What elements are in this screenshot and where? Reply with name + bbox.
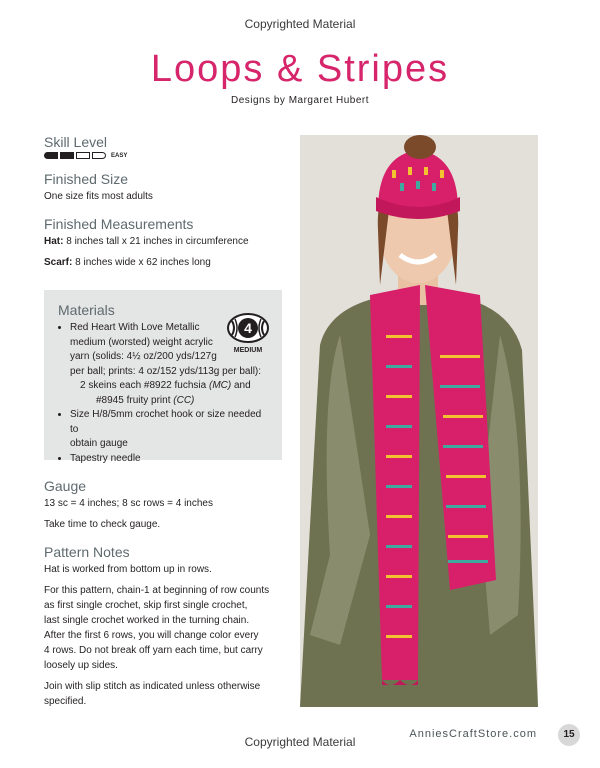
finished-measurements-heading: Finished Measurements [44,216,194,232]
note-line: last single crochet worked in the turning chain. [44,615,250,626]
color-abbreviation: (MC) [208,380,232,391]
finished-size-heading: Finished Size [44,171,129,187]
skill-segment [60,152,74,159]
pattern-note-paragraph [44,679,284,709]
model-wearing-hat-and-scarf-image [300,135,538,707]
materials-item-hook [70,408,270,452]
yarn-weight-number: 4 [244,320,252,336]
note-line: as first single crochet, skip first single crochet, [44,600,248,611]
scarf-measurement [44,255,284,270]
materials-text-line: Red Heart With Love Metallic [70,322,200,333]
materials-text: and [231,380,251,391]
copyright-watermark-bottom: Copyrighted Material [244,735,356,749]
note-line: After the first 6 rows, you will change color every [44,630,259,641]
skill-level-meter [44,152,284,159]
model-photo [300,135,538,707]
pattern-note-paragraph [44,583,284,673]
note-line: Join with slip stitch as indicated unless otherwise [44,681,261,692]
skill-segment [92,152,106,159]
materials-text-line: medium (worsted) weight acrylic [70,336,213,348]
page-number: 15 [558,724,580,746]
materials-text: #8945 fruity print [96,394,174,406]
note-line: loosely up sides. [44,660,118,671]
gauge-note: Take time to check gauge. [44,519,161,530]
pattern-notes-section [44,544,284,709]
scarf-measurement-text: 8 inches wide x 62 inches long [72,257,211,268]
left-column-bottom [44,478,284,721]
store-url: AnniesCraftStore.com [409,728,537,740]
materials-panel [44,290,282,464]
left-column-top [44,134,284,282]
designer-byline: Designs by Margaret Hubert [230,95,370,106]
finished-size-section [44,171,284,204]
materials-heading: Materials [58,302,115,318]
hat-measurement [44,234,284,249]
pattern-note-paragraph: Hat is worked from bottom up in rows. [44,564,212,575]
finished-size-text: One size fits most adults [44,191,153,202]
skill-level-label: EASY [111,152,128,159]
materials-text-line: Size H/8/5mm crochet hook or size needed to [70,409,262,435]
materials-sub-line [70,379,270,394]
note-line: 4 rows. Do not break off yarn each time, but carry [44,645,263,656]
skill-level-heading: Skill Level [44,134,108,150]
finished-measurements-section [44,216,284,270]
note-line: specified. [44,696,87,707]
materials-text-line: yarn (solids: 4½ oz/200 yds/127g [70,351,217,362]
color-abbreviation: (CC) [173,394,195,406]
skill-segment [44,152,58,159]
note-line: For this pattern, chain-1 at beginning of row counts [44,585,270,596]
scarf-label: Scarf: [44,257,73,268]
materials-item-needle: • Tapestry needle [70,452,270,467]
yarn-skein-icon [226,312,270,344]
yarn-weight-label: MEDIUM [233,347,263,354]
pattern-notes-heading: Pattern Notes [44,544,130,560]
materials-text-line: per ball; prints: 4 oz/152 yds/113g per ball): [70,365,262,377]
materials-text-line: obtain gauge [70,438,128,449]
hat-measurement-text: 8 inches tall x 21 inches in circumference [63,236,249,247]
skill-level-section [44,134,284,159]
copyright-watermark-top: Copyrighted Material [244,17,356,31]
yarn-weight-icon [226,312,270,354]
hat-label: Hat: [44,236,64,247]
materials-sub-line [70,394,270,409]
skill-segment [76,152,90,159]
gauge-text: 13 sc = 4 inches; 8 sc rows = 4 inches [44,498,213,509]
gauge-section [44,478,284,532]
pattern-title: Loops & Stripes [150,48,450,90]
materials-text: 2 skeins each #8922 fuchsia [80,380,209,391]
gauge-heading: Gauge [44,478,87,494]
